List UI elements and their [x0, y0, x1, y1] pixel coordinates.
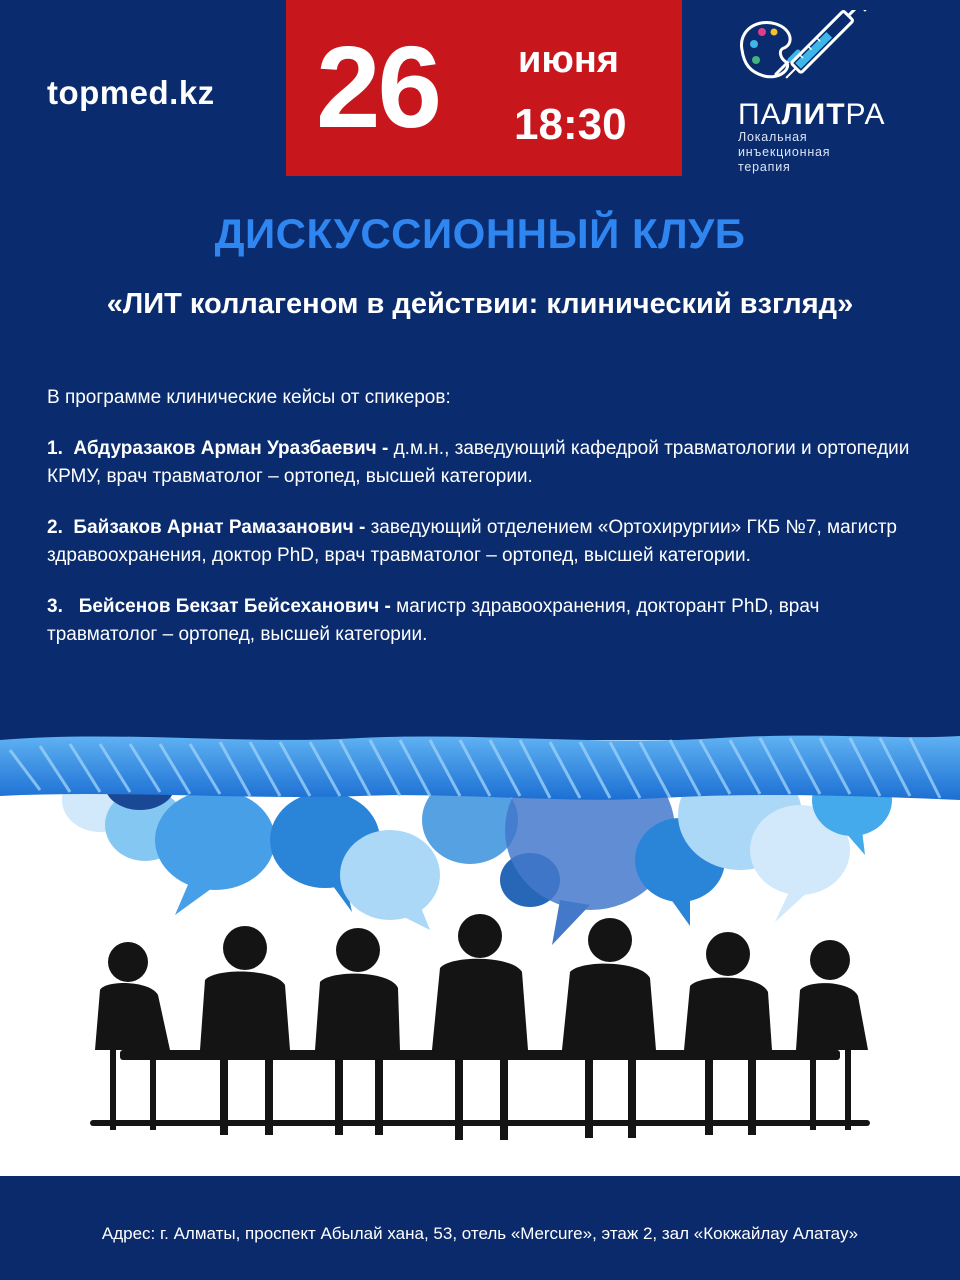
- speaker-description: д.м.н., заведующий кафедрой травматологии и ортопедии КРМУ, врач травматолог – ортопед, высшей категории.: [47, 438, 910, 487]
- logo-name-part: ПА: [738, 98, 782, 131]
- palitra-logo: [736, 10, 936, 180]
- discussion-illustration: [0, 700, 960, 1176]
- speaker-3: 3. Бейсенов Бекзат Бейсеханович - магистр здравоохранения, докторант PhD, врач травматолог – ортопед, высшей категории.: [47, 596, 820, 645]
- headline: ДИСКУССИОННЫЙ КЛУБ: [214, 210, 746, 257]
- speaker-1: 1. Абдуразаков Арман Уразбаевич - д.м.н., заведующий кафедрой травматологии и ортопедии КРМУ, врач травматолог – ортопед, высшей категории.: [47, 438, 910, 487]
- event-subtitle: «ЛИТ коллагеном в действии: клинический взгляд»: [106, 288, 854, 320]
- logo-tagline-line: Локальная: [738, 130, 808, 144]
- date-time: 18:30: [514, 100, 627, 149]
- speaker-name: Абдуразаков Арман Уразбаевич: [73, 438, 377, 459]
- speaker-description: магистр здравоохранения, докторант PhD, врач травматолог – ортопед, высшей категории.: [47, 596, 820, 645]
- logo-name-part: РА: [845, 98, 886, 131]
- speaker-2: 2. Байзаков Арнат Рамазанович - заведующий отделением «Ортохирургии» ГКБ №7, магистр здравоохранения, доктор PhD, врач травматолог – ортопед, высшей категории.: [47, 517, 897, 566]
- speaker-description: заведующий отделением «Ортохирургии» ГКБ №7, магистр здравоохранения, доктор PhD, врач травматолог – ортопед, высшей категории.: [47, 517, 897, 566]
- speaker-name: Бейсенов Бекзат Бейсеханович: [78, 596, 380, 617]
- date-box: [286, 0, 682, 176]
- palette-syringe-icon: [736, 10, 936, 100]
- footer: [0, 1176, 960, 1280]
- speaker-number: 2.: [47, 517, 63, 538]
- date-month: июня: [518, 39, 619, 81]
- event-address: Адрес: г. Алматы, проспект Абылай хана, 53, отель «Mercure», этаж 2, зал «Кокжайлау Алатау»: [101, 1224, 859, 1243]
- speaker-number: 1.: [47, 438, 63, 459]
- program-section: [47, 384, 927, 672]
- logo-tagline: [738, 130, 878, 175]
- speaker-number: 3.: [47, 596, 63, 617]
- site-url[interactable]: topmed.kz: [47, 74, 215, 111]
- speaker-name: Байзаков Арнат Рамазанович: [73, 517, 354, 538]
- program-intro: В программе клинические кейсы от спикеров:: [47, 387, 451, 408]
- logo-tagline-line: инъекционная: [738, 145, 831, 159]
- date-day: 26: [316, 22, 440, 152]
- logo-tagline-line: терапия: [738, 160, 791, 174]
- logo-name-bold: ЛИТ: [781, 98, 846, 131]
- logo-wordmark: [738, 98, 886, 132]
- blue-rope: [0, 736, 960, 800]
